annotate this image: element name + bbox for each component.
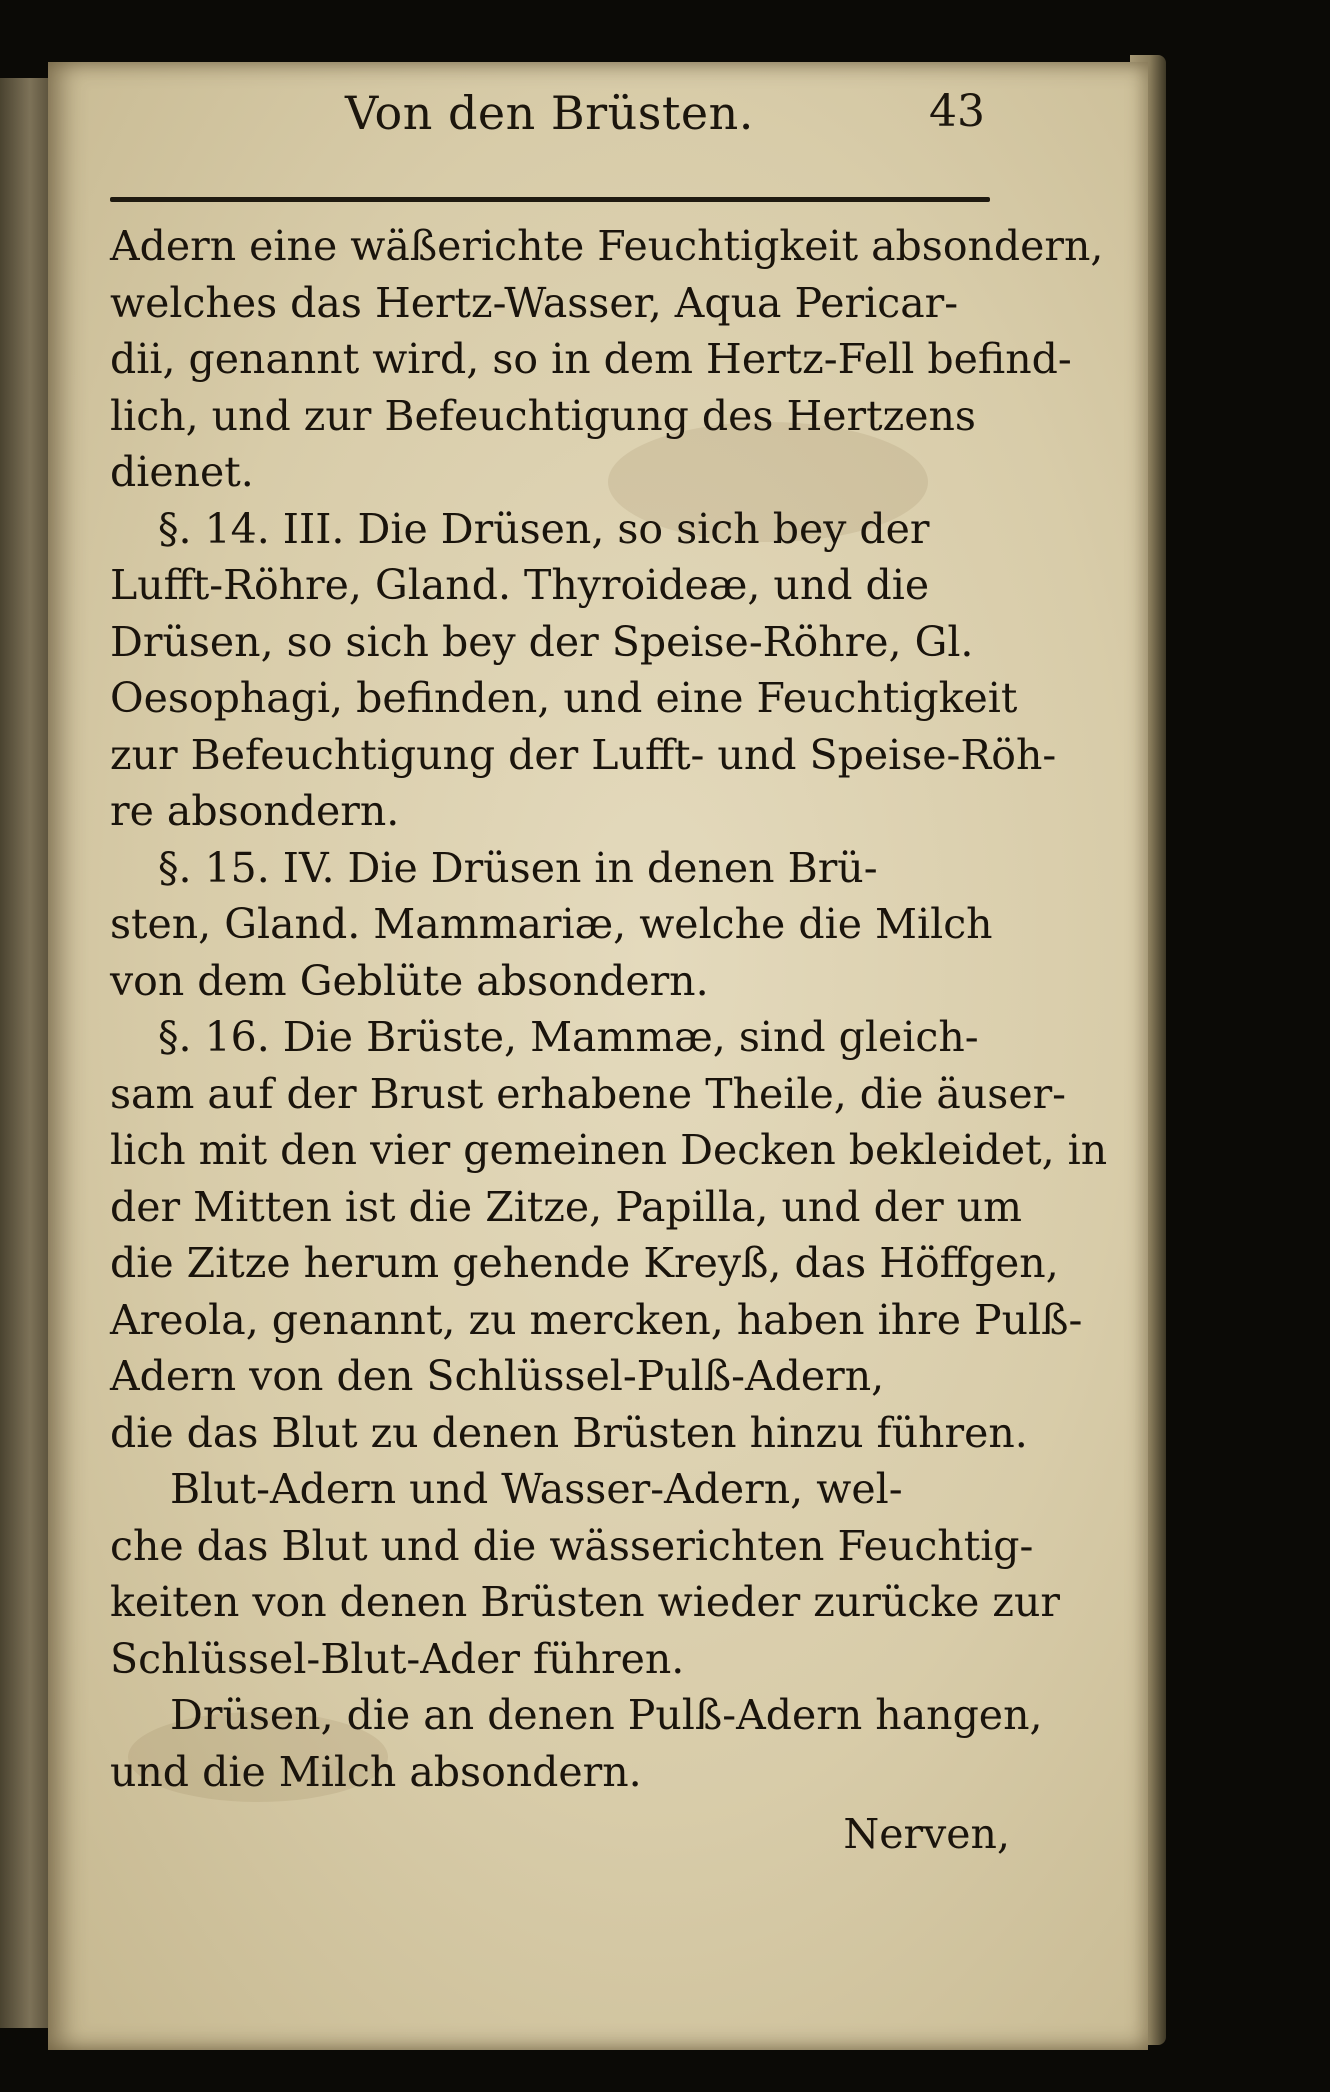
- paragraph-start: Drüsen, die an denen Pulß-Adern hangen,: [170, 1691, 1043, 1739]
- body-text: [110, 218, 1108, 1863]
- paragraph-start: Blut-Adern und Wasser-Adern, wel-: [170, 1465, 903, 1513]
- text-line: lich mit den vier gemeinen Decken bekleidet, in: [110, 1126, 1108, 1174]
- header-rule: [110, 197, 990, 202]
- section-14-start: §. 14. III. Die Drüsen, so sich bey der: [158, 504, 930, 553]
- running-title: Von den Brüsten.: [345, 86, 754, 140]
- catchword: Nerven,: [843, 1810, 1010, 1858]
- facing-page-edge: [0, 78, 50, 2028]
- text-line: sten, Gland. Mammariæ, welche die Milch: [110, 900, 993, 948]
- text-line: keiten von denen Brüsten wieder zurücke zur: [110, 1578, 1060, 1626]
- text-line: Lufft-Röhre, Gland. Thyroideæ, und die: [110, 561, 930, 609]
- section-16-start: §. 16. Die Brüste, Mammæ, sind gleich-: [158, 1013, 979, 1061]
- text-line: Areola, genannt, zu mercken, haben ihre Pulß-: [110, 1295, 1083, 1344]
- text-line: Adern von den Schlüssel-Pulß-Adern,: [110, 1352, 885, 1400]
- text-line: dienet.: [110, 448, 254, 496]
- text-line: welches das Hertz-Wasser, Aqua Pericar-: [110, 278, 959, 327]
- section-15-start: §. 15. IV. Die Drüsen in denen Brü-: [158, 843, 878, 892]
- text-line: re absondern.: [110, 787, 400, 835]
- text-line: zur Befeuchtigung der Lufft- und Speise-Röh-: [110, 730, 1057, 779]
- text-line: die Zitze herum gehende Kreyß, das Höffgen,: [110, 1239, 1059, 1287]
- text-line: Oesophagi, befinden, und eine Feuchtigkeit: [110, 674, 1018, 722]
- text-line: lich, und zur Befeuchtigung des Hertzens: [110, 391, 976, 440]
- text-line: sam auf der Brust erhabene Theile, die äuser-: [110, 1069, 1067, 1118]
- text-line: Schlüssel-Blut-Ader führen.: [110, 1634, 685, 1683]
- text-line: che das Blut und die wässerichten Feuchtig-: [110, 1521, 1034, 1570]
- text-line: Adern eine wäßerichte Feuchtigkeit absondern,: [110, 222, 1104, 270]
- text-line: und die Milch absondern.: [110, 1747, 642, 1796]
- text-line: die das Blut zu denen Brüsten hinzu führen.: [110, 1408, 1028, 1457]
- text-line: der Mitten ist die Zitze, Papilla, und der um: [110, 1182, 1023, 1231]
- page-number: 43: [929, 86, 985, 137]
- text-line: dii, genannt wird, so in dem Hertz-Fell befind-: [110, 335, 1072, 383]
- text-line: von dem Geblüte absondern.: [110, 956, 709, 1005]
- page-header: [345, 86, 985, 142]
- text-line: Drüsen, so sich bey der Speise-Röhre, Gl.: [110, 617, 974, 666]
